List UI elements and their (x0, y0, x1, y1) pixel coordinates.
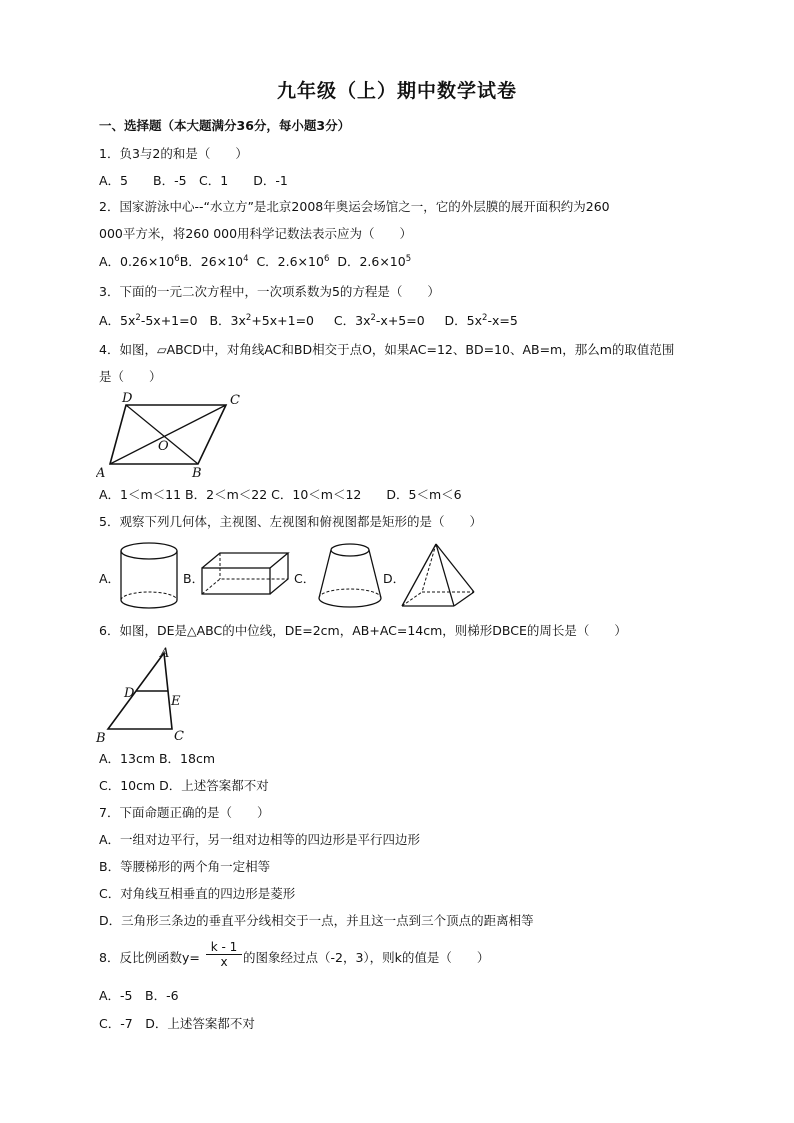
vertex-d-label: D (122, 391, 133, 406)
fraction (206, 941, 242, 969)
question-4-options: A．1＜m＜11 B．2＜m＜22 C．10＜m＜12 D．5＜m＜6 (99, 487, 462, 502)
question-4-stem-line1: 4．如图，▱ABCD中，对角线AC和BD相交于点O，如果AC=12、BD=10、AB=m，那么m的取值范围 (99, 342, 675, 357)
question-8-options-line2: C．-7 D．上述答案都不对 (99, 1016, 255, 1031)
rectangular-prism-figure (198, 548, 292, 600)
triangle-figure (94, 644, 194, 744)
vertex-b-label: B (96, 731, 106, 744)
question-2-stem-line1: 2．国家游泳中心--“水立方”是北京2008年奥运会场馆之一，它的外层膜的展开面积约为260 (99, 199, 610, 214)
option-b: B．$3x^2+5x+1=0$ (209, 313, 315, 328)
question-6-options-line1: A．13cm B．18cm (99, 751, 216, 766)
question-5-stem: 5．观察下列几何体，主视图、左视图和俯视图都是矩形的是（ ） (99, 514, 482, 529)
question-3-options (99, 313, 518, 329)
option-c: C．$2.6\times 10^6$ (256, 254, 330, 269)
question-8-options-line1: A．-5 B．-6 (99, 988, 179, 1003)
vertex-c-label: C (174, 729, 184, 744)
vertex-b-label: B (192, 466, 202, 480)
fraction-denominator: x (220, 955, 228, 969)
question-7-option-c: C．对角线互相垂直的四边形是菱形 (99, 886, 296, 901)
question-1-stem: 1．负3与2的和是（ ） (99, 146, 248, 161)
option-b: B．$26\times 10^4$ (179, 254, 249, 269)
frustum-figure (312, 540, 388, 614)
question-1-options: A．5 B．-5 C．1 D．-1 (99, 173, 288, 188)
question-2-options (99, 254, 411, 270)
option-b-label: B． (183, 571, 205, 586)
question-7-option-a: A．一组对边平行，另一组对边相等的四边形是平行四边形 (99, 832, 421, 847)
vertex-c-label: C (230, 393, 240, 408)
point-e-label: E (171, 694, 181, 709)
point-o-label: O (158, 439, 169, 454)
question-8-stem-pre: 8．反比例函数y= (99, 950, 200, 965)
option-a: A．$5x^2-5x+1=0$ (99, 313, 198, 328)
question-7-option-d: D．三角形三条边的垂直平分线相交于一点，并且这一点到三个顶点的距离相等 (99, 913, 534, 928)
option-d: D．$2.6\times 10^5$ (337, 254, 412, 269)
section-heading: 一、选择题（本大题满分36分，每小题3分） (99, 118, 351, 133)
question-6-stem: 6．如图，DE是△ABC的中位线，DE=2cm，AB+AC=14cm，则梯形DBCE的周长是（ ） (99, 623, 627, 638)
parallelogram-figure (96, 388, 246, 480)
option-a: A．$0.26\times 10^6$ (99, 254, 180, 269)
fraction-numerator: k - 1 (206, 941, 242, 955)
question-3-stem: 3．下面的一元二次方程中，一次项系数为5的方程是（ ） (99, 284, 440, 299)
option-d: D．$5x^2-x=5$ (444, 313, 518, 328)
vertex-a-label: A (160, 646, 170, 661)
option-a-label: A． (99, 571, 121, 586)
question-8-stem-post: 的图象经过点（-2，3），则k的值是（ ） (243, 950, 490, 965)
question-6-options-line2: C．10cm D．上述答案都不对 (99, 778, 269, 793)
question-7-stem: 7．下面命题正确的是（ ） (99, 805, 270, 820)
question-2-stem-line2: 000平方米，将260 000用科学记数法表示应为（ ） (99, 226, 413, 241)
pyramid-figure (398, 540, 478, 612)
question-4-stem-line2: 是（ ） (99, 369, 162, 384)
point-d-label: D (124, 686, 135, 701)
cylinder-figure (116, 540, 182, 614)
vertex-a-label: A (96, 466, 106, 480)
option-c-label: C． (294, 571, 316, 586)
option-d-label: D． (383, 571, 406, 586)
option-c: C．$3x^2-x+5=0$ (333, 313, 425, 328)
question-7-option-b: B．等腰梯形的两个角一定相等 (99, 859, 271, 874)
page-title: 九年级（上）期中数学试卷 (276, 80, 517, 102)
